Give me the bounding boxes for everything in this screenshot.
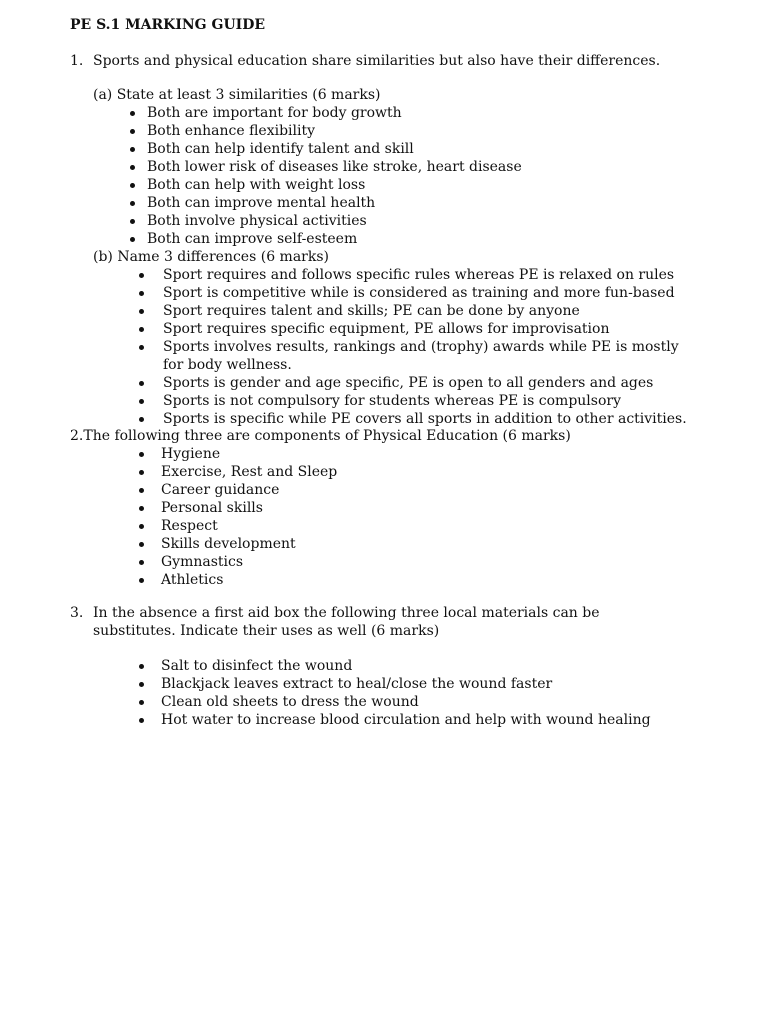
bullet-icon: [139, 506, 144, 511]
bullet-icon: [139, 488, 144, 493]
bullet-icon: [139, 542, 144, 547]
list-item-text: Both can improve mental health: [147, 195, 376, 211]
list-item-text: Sport requires specific equipment, PE allows for improvisation: [163, 321, 610, 337]
bullet-icon: [139, 399, 144, 404]
list-item-text: Both can help identify talent and skill: [147, 141, 414, 157]
list-item-text: Blackjack leaves extract to heal/close the wound faster: [161, 676, 553, 692]
bullet-icon: [139, 452, 144, 457]
bullet-icon: [139, 345, 144, 350]
list-item-text: Career guidance: [161, 482, 280, 498]
q3-text-line2: substitutes. Indicate their uses as well (6 marks): [93, 623, 440, 639]
list-item-text: Both can improve self-esteem: [147, 231, 358, 247]
bullet-icon: [130, 129, 135, 134]
q1a-label: (a) State at least 3 similarities (6 marks): [93, 87, 381, 103]
bullet-icon: [139, 560, 144, 565]
bullet-icon: [130, 237, 135, 242]
bullet-icon: [139, 682, 144, 687]
bullet-icon: [139, 524, 144, 529]
bullet-icon: [139, 700, 144, 705]
list-item-text: Gymnastics: [161, 554, 244, 570]
list-item-text: Both lower risk of diseases like stroke, heart disease: [147, 159, 522, 175]
list-item-text: Clean old sheets to dress the wound: [161, 694, 419, 710]
q1-number: 1.: [70, 53, 84, 69]
list-item-text: Sport requires talent and skills; PE can be done by anyone: [163, 303, 580, 319]
bullet-icon: [139, 291, 144, 296]
list-item-text: Sports is specific while PE covers all sports in addition to other activities.: [163, 411, 687, 427]
list-item-text: Athletics: [161, 572, 224, 588]
list-item-text: Sport requires and follows specific rules whereas PE is relaxed on rules: [163, 267, 675, 283]
bullet-icon: [139, 470, 144, 475]
bullet-icon: [130, 147, 135, 152]
bullet-icon: [139, 273, 144, 278]
list-item-text: Hot water to increase blood circulation and help with wound healing: [161, 712, 651, 728]
list-item-text: Both involve physical activities: [147, 213, 367, 229]
list-item-text: Sports is gender and age specific, PE is open to all genders and ages: [163, 375, 654, 391]
list-item-text: Hygiene: [161, 446, 221, 462]
q3-number: 3.: [70, 605, 84, 621]
list-item-text-continued: for body wellness.: [163, 357, 292, 373]
q3-text-line1: In the absence a first aid box the following three local materials can be: [93, 605, 600, 621]
bullet-icon: [130, 201, 135, 206]
bullet-icon: [139, 309, 144, 314]
list-item-text: Salt to disinfect the wound: [161, 658, 353, 674]
list-item-text: Sports is not compulsory for students whereas PE is compulsory: [163, 393, 622, 409]
document-title: PE S.1 MARKING GUIDE: [70, 17, 266, 33]
list-item-text: Both enhance flexibility: [147, 123, 315, 139]
list-item-text: Sports involves results, rankings and (trophy) awards while PE is mostly: [163, 339, 679, 355]
bullet-icon: [139, 381, 144, 386]
bullet-icon: [130, 165, 135, 170]
bullet-icon: [139, 664, 144, 669]
q1b-label: (b) Name 3 differences (6 marks): [93, 249, 329, 265]
q2-text: 2.The following three are components of Physical Education (6 marks): [70, 428, 571, 444]
list-item-text: Skills development: [161, 536, 296, 552]
q1-text: Sports and physical education share similarities but also have their differences.: [93, 53, 661, 69]
list-item-text: Personal skills: [161, 500, 263, 516]
bullet-icon: [130, 111, 135, 116]
list-item-text: Respect: [161, 518, 218, 534]
bullet-icon: [139, 417, 144, 422]
list-item-text: Both are important for body growth: [147, 105, 402, 121]
bullet-icon: [130, 183, 135, 188]
bullet-icon: [139, 718, 144, 723]
list-item-text: Exercise, Rest and Sleep: [161, 464, 338, 480]
bullet-icon: [139, 578, 144, 583]
bullet-icon: [139, 327, 144, 332]
list-item-text: Both can help with weight loss: [147, 177, 366, 193]
list-item-text: Sport is competitive while is considered as training and more fun-based: [163, 285, 675, 301]
bullet-icon: [130, 219, 135, 224]
